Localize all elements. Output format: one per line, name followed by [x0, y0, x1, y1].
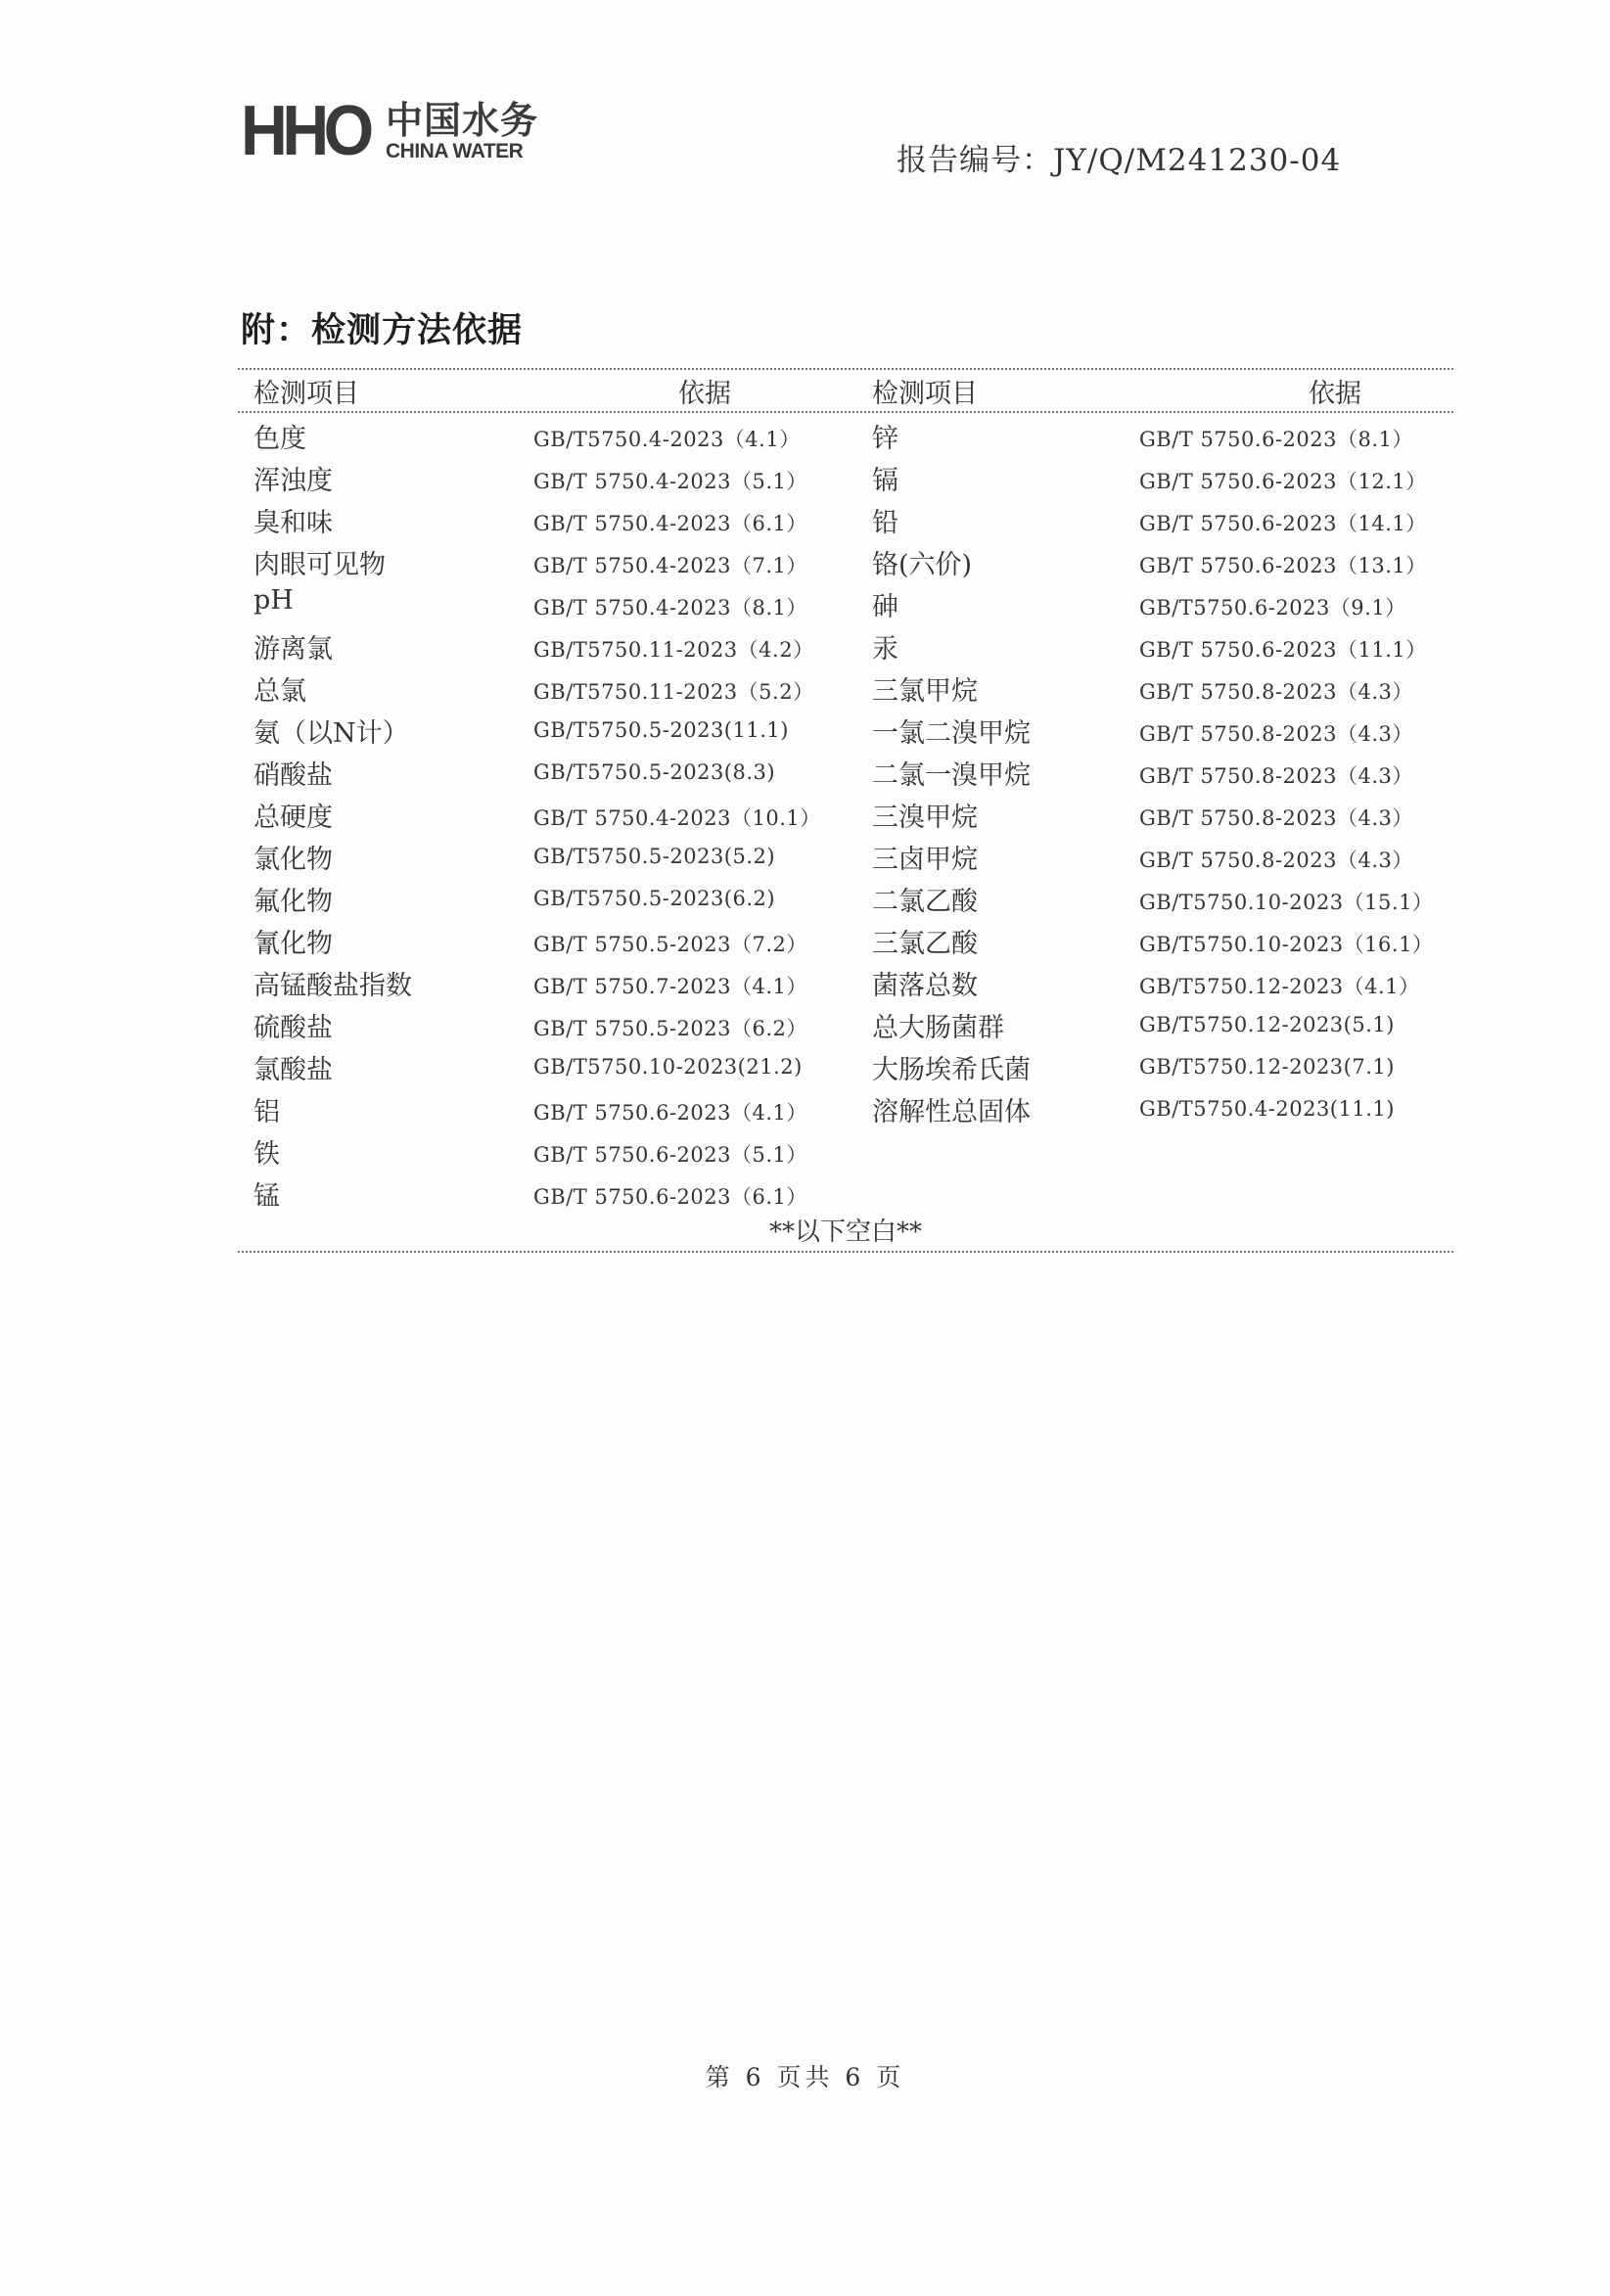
table-row	[238, 1132, 1453, 1174]
test-item-name: 铝	[253, 1097, 280, 1127]
test-basis: GB/T5750.5-2023(8.3)	[533, 760, 776, 784]
test-basis: GB/T 5750.4-2023（5.1）	[533, 470, 807, 493]
table-top-rule	[238, 368, 1453, 370]
test-item-name: 锰	[253, 1181, 280, 1212]
test-basis: GB/T 5750.4-2023（6.1）	[533, 512, 807, 535]
test-basis: GB/T 5750.5-2023（6.2）	[533, 1017, 807, 1040]
test-basis: GB/T 5750.8-2023（4.3）	[1139, 849, 1413, 872]
table-row	[238, 880, 1453, 922]
test-basis: GB/T 5750.4-2023（8.1）	[533, 596, 807, 620]
header-basis-2: 依据	[1309, 379, 1361, 409]
end-mark: **以下空白**	[768, 1217, 922, 1247]
test-item-name: 三溴甲烷	[872, 803, 978, 833]
test-basis: GB/T 5750.6-2023（12.1）	[1139, 470, 1427, 493]
table-row	[238, 543, 1453, 585]
table-row	[238, 838, 1453, 880]
test-item-name: 氯化物	[253, 845, 333, 875]
test-basis: GB/T5750.4-2023（4.1）	[533, 428, 801, 451]
header-basis-1: 依据	[678, 379, 731, 409]
test-basis: GB/T 5750.6-2023（11.1）	[1139, 638, 1427, 662]
test-basis: GB/T 5750.7-2023（4.1）	[533, 975, 807, 998]
table-row	[238, 501, 1453, 543]
header-item-2: 检测项目	[872, 379, 978, 409]
test-basis: GB/T5750.4-2023(11.1)	[1139, 1097, 1395, 1121]
test-item-name: 浑浊度	[253, 466, 333, 496]
test-basis: GB/T 5750.8-2023（4.3）	[1139, 680, 1413, 704]
table-bottom-rule	[238, 1251, 1453, 1253]
test-basis: GB/T 5750.4-2023（10.1）	[533, 806, 821, 830]
test-item-name: 镉	[872, 466, 898, 496]
table-row	[238, 1174, 1453, 1217]
company-logo	[241, 92, 539, 170]
table-row	[238, 922, 1453, 964]
page-footer: 第 6 页共 6 页	[705, 2063, 905, 2091]
test-item-name: 大肠埃希氏菌	[872, 1055, 1031, 1085]
test-item-name: 硝酸盐	[253, 760, 333, 791]
test-item-name: 氨（以N计）	[253, 718, 409, 749]
test-basis: GB/T 5750.5-2023（7.2）	[533, 933, 807, 956]
test-basis: GB/T 5750.8-2023（4.3）	[1139, 722, 1413, 746]
test-item-name: 氰化物	[253, 929, 333, 959]
test-basis: GB/T5750.11-2023（5.2）	[533, 680, 814, 704]
test-basis: GB/T 5750.6-2023（5.1）	[533, 1143, 807, 1167]
test-basis: GB/T5750.12-2023(5.1)	[1139, 1013, 1395, 1036]
test-item-name: 铬(六价)	[872, 550, 973, 580]
table-row	[238, 585, 1453, 627]
test-item-name: 二氯一溴甲烷	[872, 760, 1031, 791]
table-row	[238, 1090, 1453, 1132]
test-basis: GB/T 5750.8-2023（4.3）	[1139, 806, 1413, 830]
logo-cn-text: 中国水务	[386, 98, 539, 142]
test-basis: GB/T5750.10-2023(21.2)	[533, 1055, 803, 1079]
table-row	[238, 459, 1453, 501]
test-item-name: 三卤甲烷	[872, 845, 978, 875]
table-header-rule	[238, 411, 1453, 413]
test-basis: GB/T 5750.8-2023（4.3）	[1139, 764, 1413, 788]
test-item-name: 一氯二溴甲烷	[872, 718, 1031, 749]
test-item-name: 硫酸盐	[253, 1013, 333, 1043]
test-basis: GB/T 5750.6-2023（4.1）	[533, 1101, 807, 1125]
table-row	[238, 417, 1453, 459]
test-item-name: 总硬度	[253, 803, 333, 833]
test-basis: GB/T 5750.6-2023（6.1）	[533, 1185, 807, 1209]
test-basis: GB/T5750.5-2023(11.1)	[533, 718, 789, 742]
header-item-1: 检测项目	[253, 379, 359, 409]
test-basis: GB/T5750.5-2023(5.2)	[533, 845, 776, 868]
report-number: 报告编号：JY/Q/M241230-04	[897, 143, 1342, 178]
test-item-name: 总氯	[253, 676, 306, 707]
test-basis: GB/T5750.12-2023(7.1)	[1139, 1055, 1395, 1079]
section-title: 附：检测方法依据	[241, 311, 524, 350]
test-basis: GB/T5750.12-2023（4.1）	[1139, 975, 1420, 998]
test-item-name: 三氯甲烷	[872, 676, 978, 707]
logo-text	[386, 98, 539, 162]
test-basis: GB/T5750.5-2023(6.2)	[533, 887, 776, 910]
logo-mark: HHO	[241, 92, 369, 170]
test-item-name: 铁	[253, 1139, 280, 1170]
logo-en-text: CHINA WATER	[386, 139, 524, 162]
table-row	[238, 712, 1453, 754]
table-row	[238, 669, 1453, 712]
test-item-name: 高锰酸盐指数	[253, 971, 412, 1001]
test-item-name: 氟化物	[253, 887, 333, 917]
test-item-name: 氯酸盐	[253, 1055, 333, 1085]
table-row	[238, 964, 1453, 1006]
table-row	[238, 627, 1453, 669]
test-item-name: pH	[253, 585, 294, 616]
test-item-name: 锌	[872, 424, 898, 454]
test-basis: GB/T5750.10-2023（15.1）	[1139, 891, 1434, 914]
test-item-name: 溶解性总固体	[872, 1097, 1031, 1127]
test-item-name: 游离氯	[253, 634, 333, 665]
test-item-name: 砷	[872, 592, 898, 622]
test-basis: GB/T 5750.6-2023（13.1）	[1139, 554, 1427, 577]
test-basis: GB/T 5750.6-2023（8.1）	[1139, 428, 1413, 451]
table-row	[238, 1006, 1453, 1048]
test-item-name: 铅	[872, 508, 898, 538]
test-item-name: 臭和味	[253, 508, 333, 538]
test-basis: GB/T5750.10-2023（16.1）	[1139, 933, 1434, 956]
test-item-name: 汞	[872, 634, 898, 665]
table-row	[238, 1048, 1453, 1090]
test-item-name: 菌落总数	[872, 971, 978, 1001]
test-item-name: 色度	[253, 424, 306, 454]
test-basis: GB/T5750.6-2023（9.1）	[1139, 596, 1406, 620]
test-item-name: 二氯乙酸	[872, 887, 978, 917]
test-basis: GB/T5750.11-2023（4.2）	[533, 638, 814, 662]
test-item-name: 总大肠菌群	[872, 1013, 1004, 1043]
table-row	[238, 796, 1453, 838]
table-row	[238, 754, 1453, 796]
test-basis: GB/T 5750.4-2023（7.1）	[533, 554, 807, 577]
test-item-name: 肉眼可见物	[253, 550, 386, 580]
test-item-name: 三氯乙酸	[872, 929, 978, 959]
test-basis: GB/T 5750.6-2023（14.1）	[1139, 512, 1427, 535]
